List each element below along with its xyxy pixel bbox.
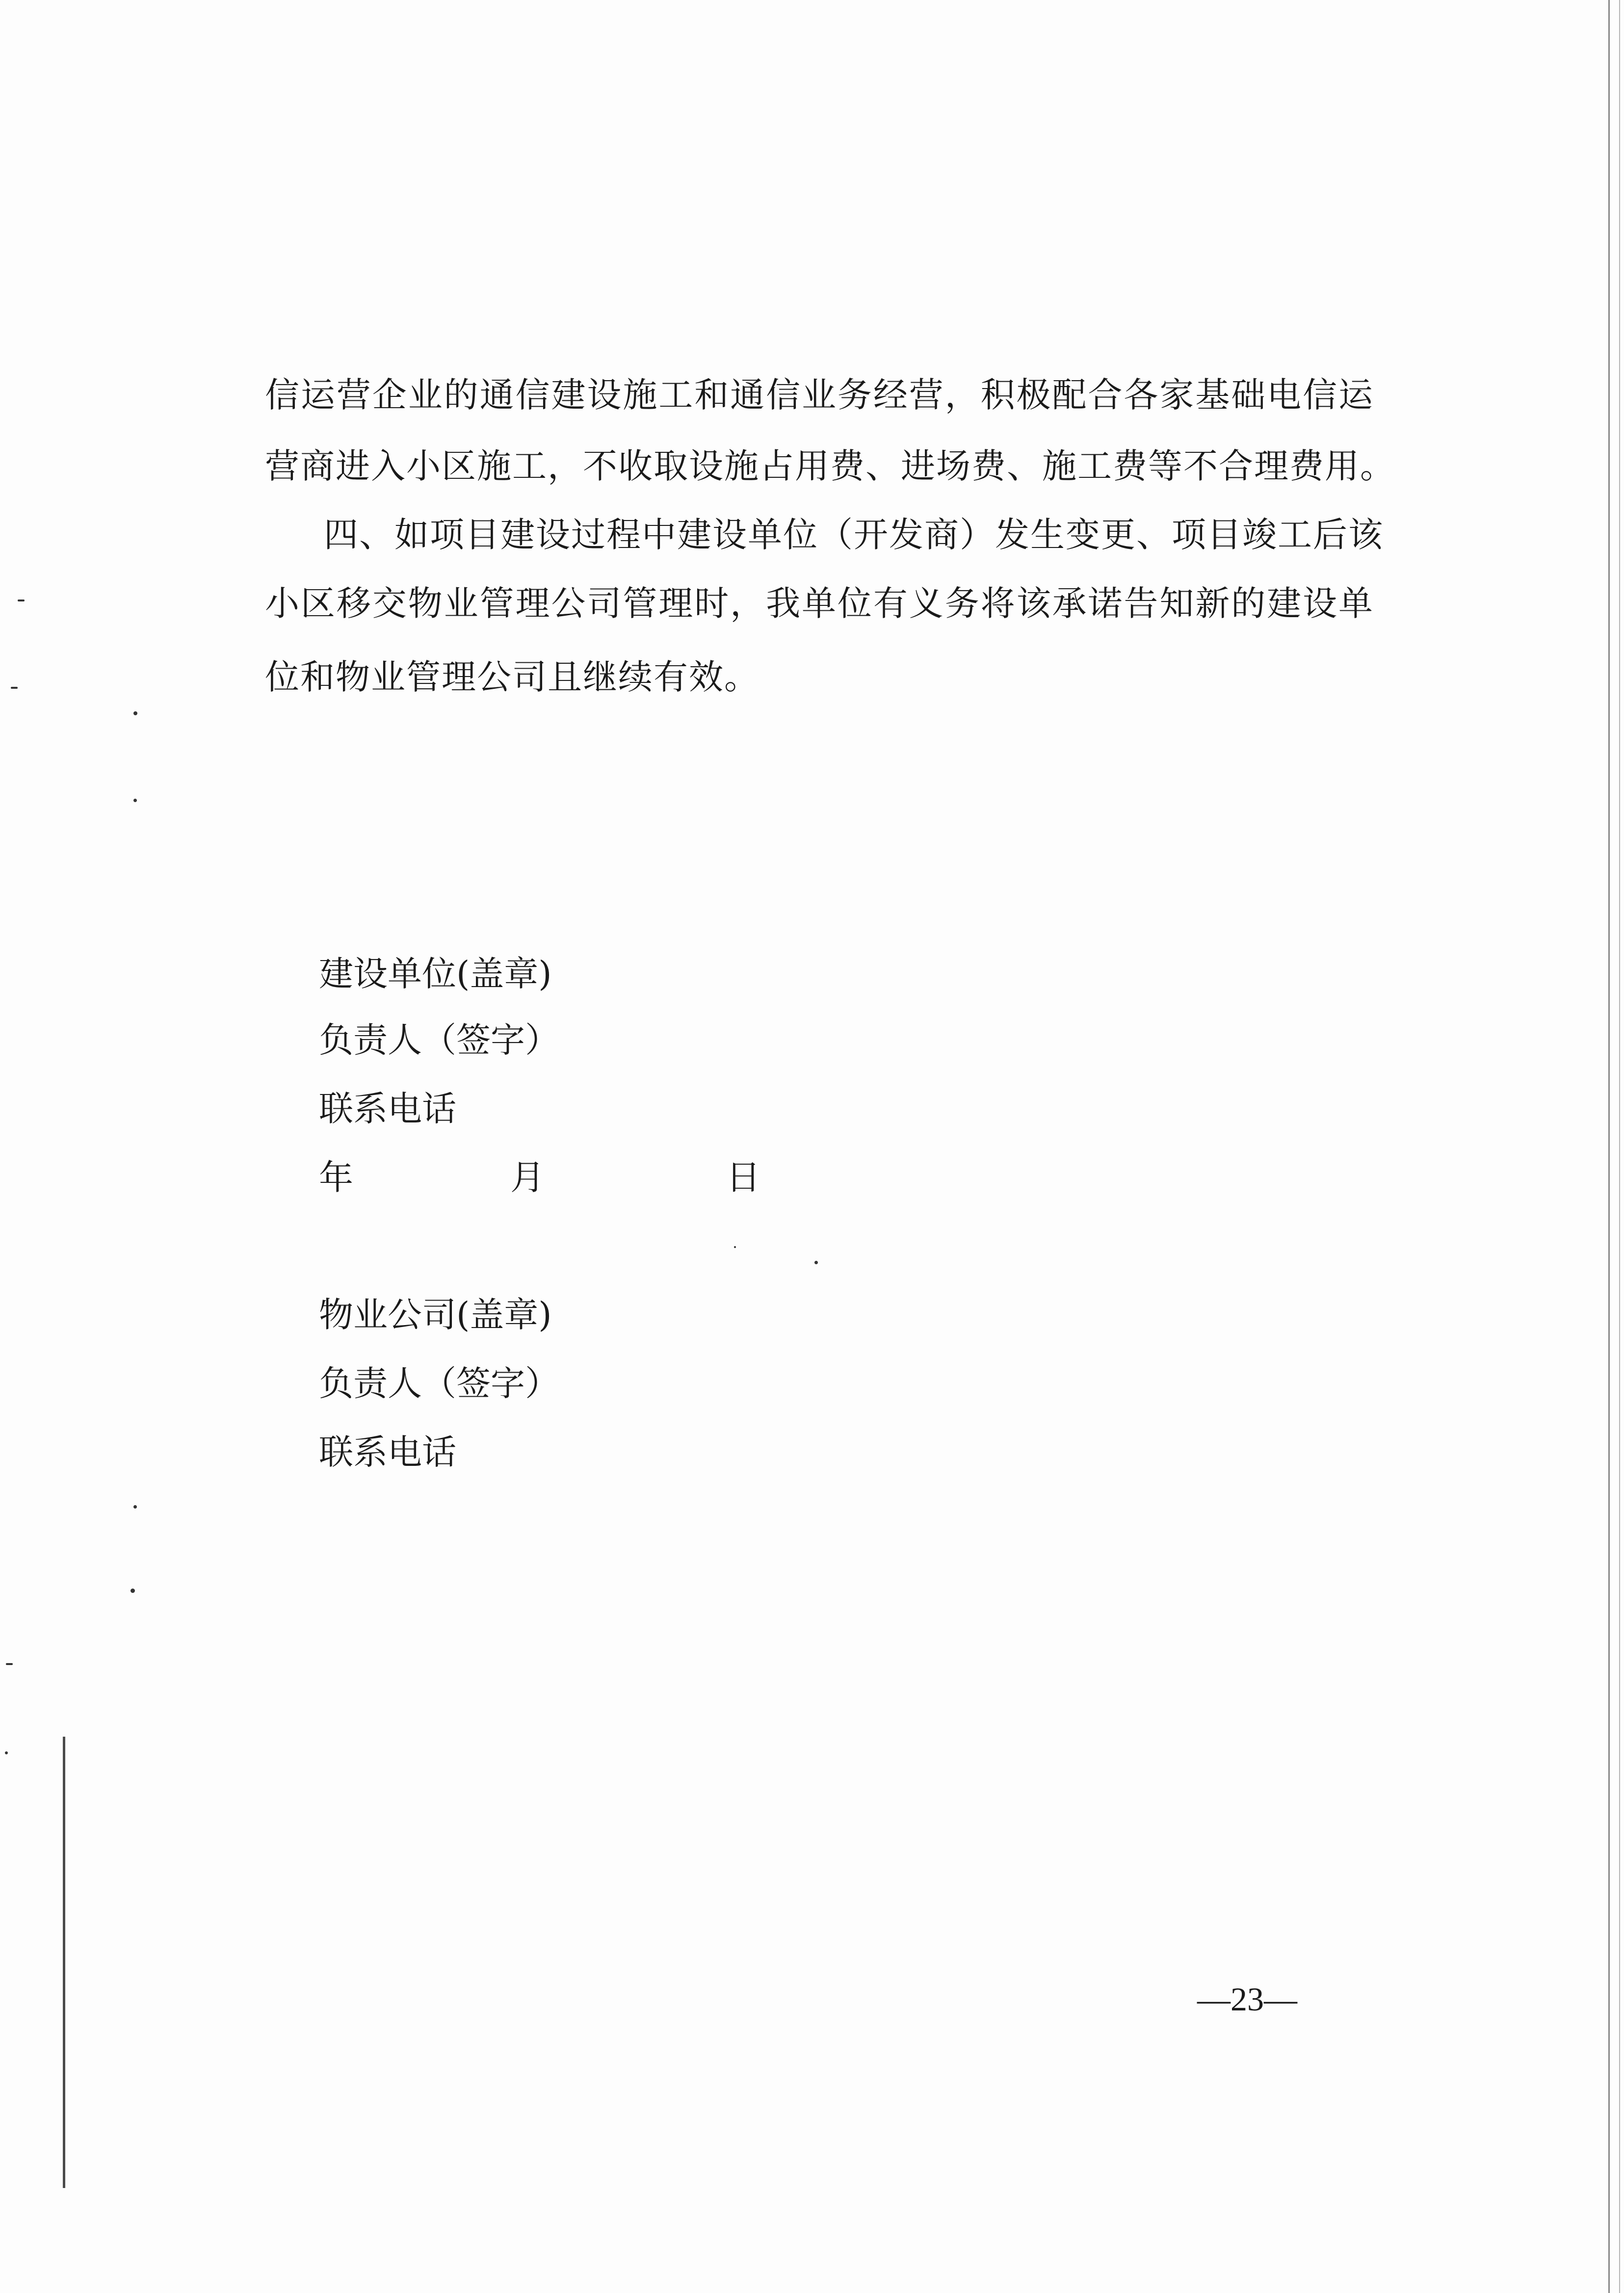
scan-speck xyxy=(18,599,25,601)
page-number: —23— xyxy=(1197,1980,1297,2018)
scan-edge-line-far-right xyxy=(1619,0,1620,2293)
date-day-label: 日 xyxy=(726,1157,760,1198)
scan-speck xyxy=(133,1505,137,1509)
property-company-phone-label: 联系电话 xyxy=(319,1432,456,1472)
scan-speck xyxy=(133,711,137,715)
paragraph-line-1: 信运营企业的通信建设施工和通信业务经营，积极配合各家基础电信运 xyxy=(265,375,1374,415)
paragraph-line-3: 四、如项目建设过程中建设单位（开发商）发生变更、项目竣工后该 xyxy=(324,515,1384,555)
scan-speck xyxy=(5,1751,8,1754)
scan-speck xyxy=(814,1261,818,1264)
property-company-seal-label: 物业公司(盖章) xyxy=(319,1295,552,1335)
scan-speck xyxy=(11,687,18,689)
paragraph-line-4: 小区移交物业管理公司管理时，我单位有义务将该承诺告知新的建设单 xyxy=(265,583,1374,624)
scan-speck xyxy=(734,1246,736,1248)
scan-binding-line-left xyxy=(63,1737,65,2188)
paragraph-line-2: 营商进入小区施工，不收取设施占用费、进场费、施工费等不合理费用。 xyxy=(265,446,1395,486)
date-month-label: 月 xyxy=(510,1157,545,1198)
date-year-label: 年 xyxy=(319,1157,353,1198)
construction-unit-seal-label: 建设单位(盖章) xyxy=(319,954,552,994)
scan-speck xyxy=(131,1589,135,1593)
scan-speck xyxy=(133,799,137,802)
property-company-responsible-label: 负责人（签字） xyxy=(319,1363,559,1404)
scan-edge-line-right xyxy=(1608,0,1610,2293)
paragraph-line-5: 位和物业管理公司且继续有效。 xyxy=(265,657,760,697)
scan-speck xyxy=(6,1663,13,1665)
construction-unit-phone-label: 联系电话 xyxy=(319,1089,456,1129)
construction-unit-responsible-label: 负责人（签字） xyxy=(319,1020,559,1060)
